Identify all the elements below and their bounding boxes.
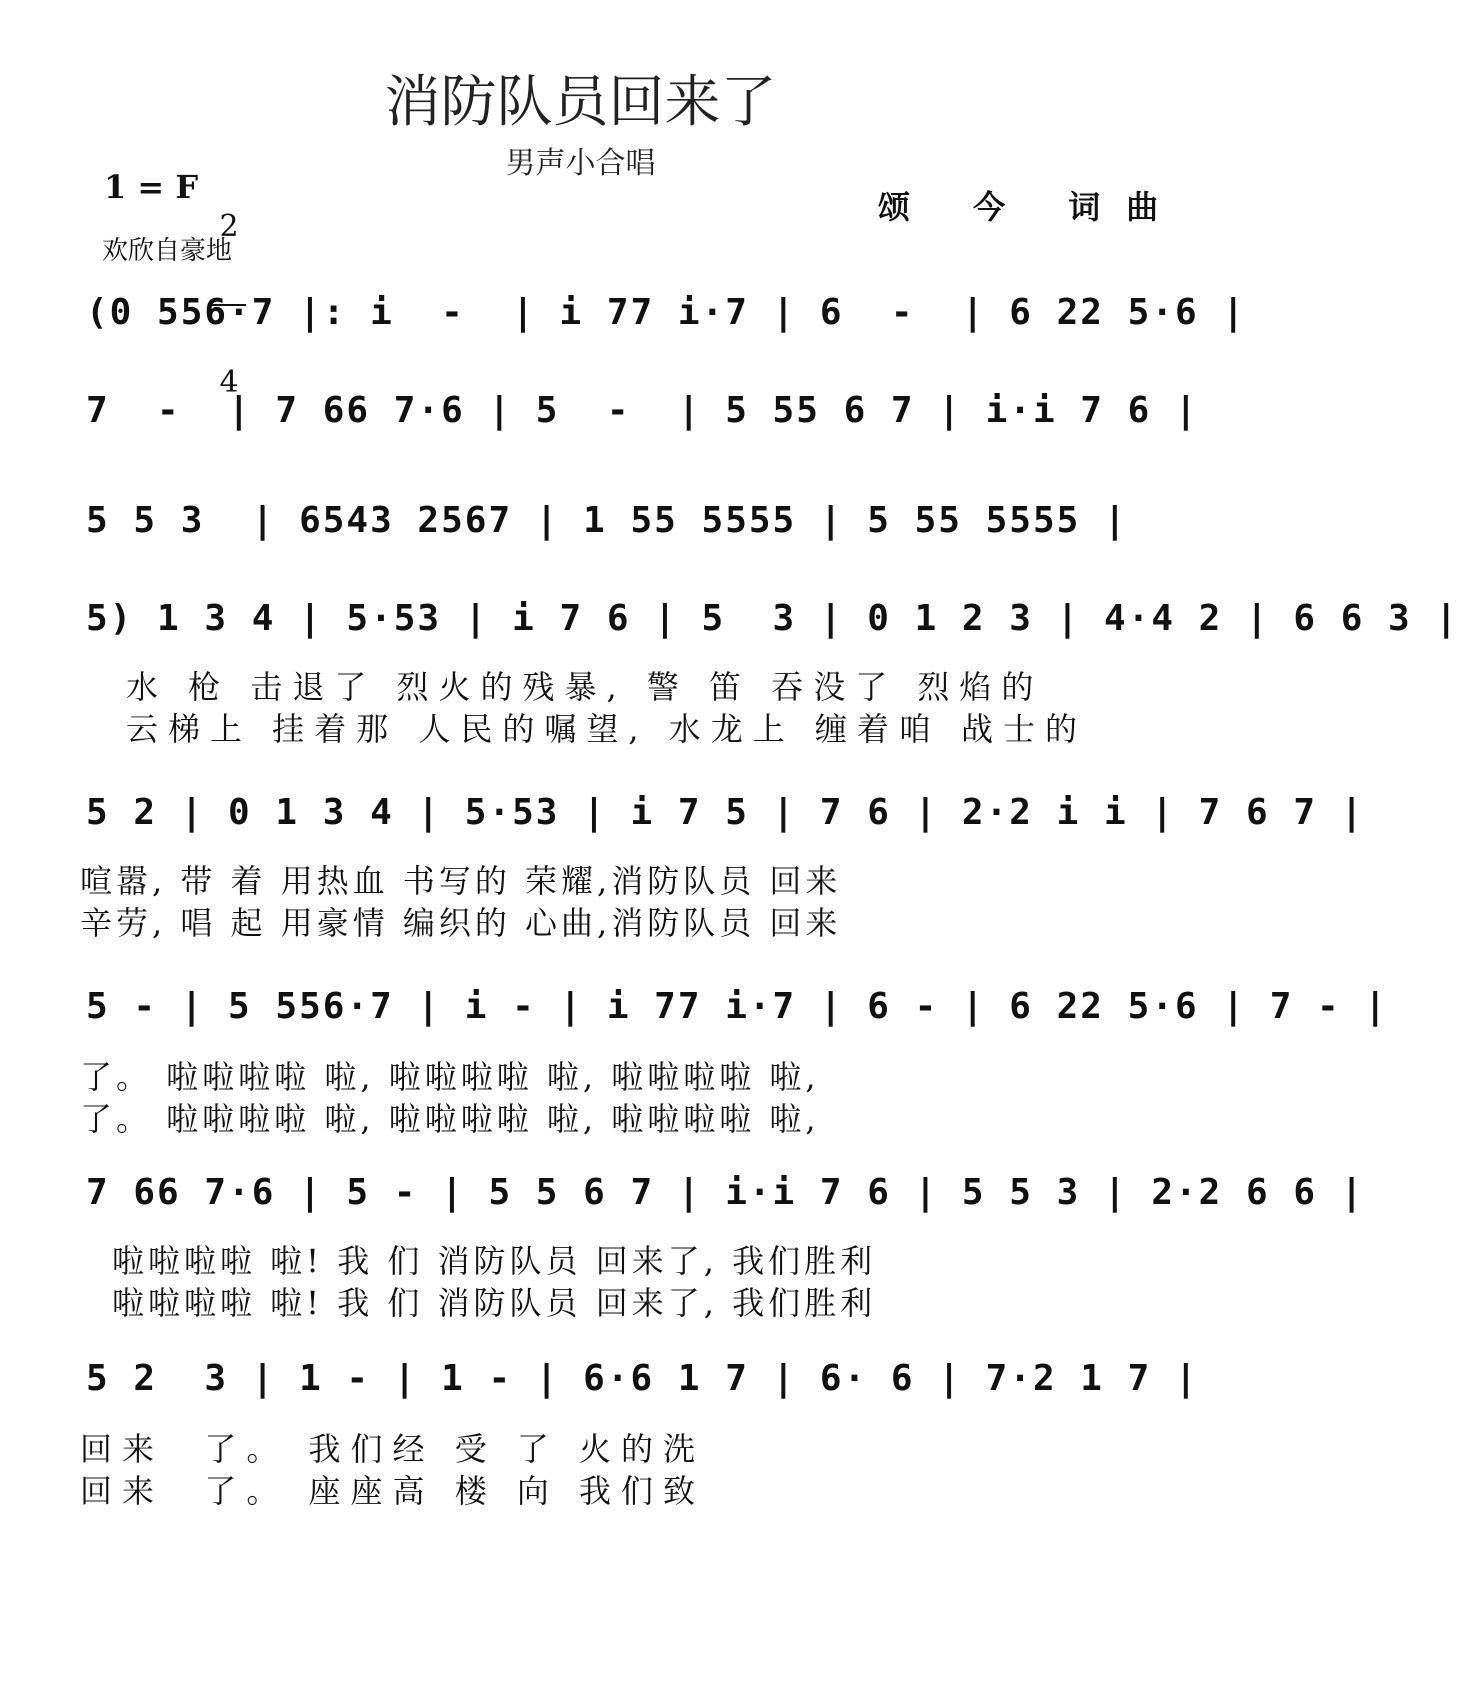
notation-line-1: (0 556·7 |: i - | i 77 i·7 | 6 - | 6 22 5·6 | [86, 292, 1247, 333]
lyric-line-7-verse-2: 啦啦啦啦 啦! 我 们 消防队员 回来了, 我们胜利 [112, 1284, 877, 1322]
lyric-line-4-verse-1: 水 枪 击退了 烈火的残暴, 警 笛 吞没了 烈焰的 [126, 668, 1044, 706]
notation-line-4: 5) 1 3 4 | 5·53 | i 7 6 | 5 3 | 0 1 2 3 | 4·4 2 | 6 6 3 | [86, 598, 1459, 639]
lyric-line-4-verse-2: 云梯上 挂着那 人民的嘱望, 水龙上 缠着咱 战士的 [126, 710, 1088, 748]
lyric-line-5-verse-1: 喧嚣, 带 着 用热血 书写的 荣耀,消防队员 回来 [80, 862, 842, 900]
tempo-marking: 欢欣自豪地 [102, 236, 233, 266]
notation-line-8: 5 2 3 | 1 - | 1 - | 6·6 1 7 | 6· 6 | 7·2 1 7 | [86, 1358, 1199, 1399]
song-subtitle: 男声小合唱 [505, 146, 656, 181]
lyric-line-5-verse-2: 辛劳, 唱 起 用豪情 编织的 心曲,消防队员 回来 [80, 904, 842, 942]
notation-line-7: 7 66 7·6 | 5 - | 5 5 6 7 | i·i 7 6 | 5 5 3 | 2·2 6 6 | [86, 1172, 1365, 1213]
notation-line-3: 5 5 3 | 6543 2567 | 1 55 5555 | 5 55 5555 | [86, 500, 1128, 541]
lyric-line-6-verse-1: 了。 啦啦啦啦 啦, 啦啦啦啦 啦, 啦啦啦啦 啦, [80, 1058, 820, 1096]
time-denominator: 4 [219, 365, 239, 400]
lyric-line-6-verse-2: 了。 啦啦啦啦 啦, 啦啦啦啦 啦, 啦啦啦啦 啦, [80, 1100, 820, 1138]
lyric-line-7-verse-1: 啦啦啦啦 啦! 我 们 消防队员 回来了, 我们胜利 [112, 1242, 877, 1280]
time-numerator: 2 [219, 209, 239, 244]
notation-line-6: 5 - | 5 556·7 | i - | i 77 i·7 | 6 - | 6 22 5·6 | 7 - | [86, 986, 1389, 1027]
time-signature [212, 152, 246, 428]
composer-credit: 颂 今 词曲 [878, 188, 1185, 226]
key-signature: 1 = F [104, 168, 199, 206]
notation-line-2: 7 - | 7 66 7·6 | 5 - | 5 55 6 7 | i·i 7 6 | [86, 390, 1199, 431]
song-title: 消防队员回来了 [384, 70, 777, 135]
lyric-line-8-verse-1: 回来 了。 我们经 受 了 火的洗 [80, 1430, 706, 1468]
notation-line-5: 5 2 | 0 1 3 4 | 5·53 | i 7 5 | 7 6 | 2·2 i i | 7 6 7 | [86, 792, 1365, 833]
lyric-line-8-verse-2: 回来 了。 座座高 楼 向 我们致 [80, 1472, 706, 1510]
